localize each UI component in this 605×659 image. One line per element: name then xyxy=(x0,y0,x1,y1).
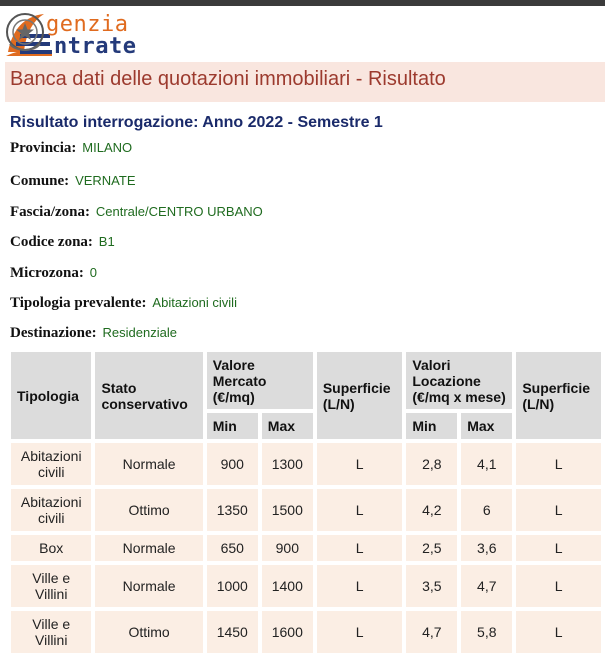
cell-tipologia: Abitazioni civili xyxy=(11,489,91,531)
field-label: Comune: xyxy=(10,173,70,189)
field-codice-zona xyxy=(10,233,115,251)
field-comune xyxy=(10,172,136,190)
cell-vl-min: 2,8 xyxy=(406,443,457,485)
cell-superficie: L xyxy=(317,611,403,653)
col-header-vm-max: Max xyxy=(262,413,313,439)
cell-superficie: L xyxy=(317,443,403,485)
cell-vm-max: 1600 xyxy=(262,611,313,653)
cell-superficie-locazione: L xyxy=(516,565,601,607)
cell-vl-min: 2,5 xyxy=(406,535,457,561)
cell-vm-min: 900 xyxy=(207,443,258,485)
cell-vm-max: 1400 xyxy=(262,565,313,607)
result-heading: Risultato interrogazione: Anno 2022 - Semestre 1 xyxy=(10,114,383,131)
cell-tipologia: Abitazioni civili xyxy=(11,443,91,485)
field-tipologia-prevalente xyxy=(10,294,237,312)
cell-stato: Ottimo xyxy=(95,611,202,653)
cell-stato: Ottimo xyxy=(95,489,202,531)
field-value: VERNATE xyxy=(75,173,136,188)
cell-superficie: L xyxy=(317,535,403,561)
logo-text-top: genzia xyxy=(46,12,129,37)
cell-vl-min: 4,7 xyxy=(406,611,457,653)
logo-text-bottom: ntrate xyxy=(54,34,137,59)
cell-vl-max: 3,6 xyxy=(461,535,512,561)
cell-vm-max: 1300 xyxy=(262,443,313,485)
field-microzona xyxy=(10,264,97,282)
cell-superficie-locazione: L xyxy=(516,489,601,531)
cell-superficie-locazione: L xyxy=(516,535,601,561)
table-row xyxy=(11,565,601,607)
cell-vm-max: 900 xyxy=(262,535,313,561)
cell-vl-max: 5,8 xyxy=(461,611,512,653)
cell-tipologia: Ville e Villini xyxy=(11,565,91,607)
cell-vl-min: 3,5 xyxy=(406,565,457,607)
field-value: 0 xyxy=(89,265,97,280)
quotazioni-table xyxy=(7,348,605,657)
field-value: Abitazioni civili xyxy=(152,295,237,310)
cell-stato: Normale xyxy=(95,535,202,561)
cell-vm-max: 1500 xyxy=(262,489,313,531)
col-header-vl-min: Min xyxy=(406,413,457,439)
cell-vm-min: 1000 xyxy=(207,565,258,607)
field-fascia xyxy=(10,203,263,221)
field-label: Tipologia prevalente: xyxy=(10,295,147,311)
field-value: MILANO xyxy=(82,140,133,155)
cell-vl-min: 4,2 xyxy=(406,489,457,531)
field-label: Microzona: xyxy=(10,265,84,281)
table-row xyxy=(11,535,601,561)
field-label: Codice zona: xyxy=(10,234,93,250)
field-label: Destinazione: xyxy=(10,325,97,341)
agenzia-entrate-logo[interactable] xyxy=(4,10,204,60)
field-destinazione xyxy=(10,324,177,342)
table-row xyxy=(11,443,601,485)
table-row xyxy=(11,489,601,531)
col-header-valori-locazione: Valori Locazione (€/mq x mese) xyxy=(406,352,512,409)
cell-vl-max: 4,7 xyxy=(461,565,512,607)
cell-superficie-locazione: L xyxy=(516,611,601,653)
cell-vm-min: 1350 xyxy=(207,489,258,531)
field-label: Fascia/zona: xyxy=(10,204,90,220)
cell-vm-min: 1450 xyxy=(207,611,258,653)
cell-vl-max: 6 xyxy=(461,489,512,531)
page-title-bar xyxy=(5,62,605,102)
field-value: Centrale/CENTRO URBANO xyxy=(95,204,263,219)
cell-tipologia: Box xyxy=(11,535,91,561)
cell-superficie-locazione: L xyxy=(516,443,601,485)
field-value: Residenziale xyxy=(102,325,177,340)
col-header-vl-max: Max xyxy=(461,413,512,439)
page-title: Banca dati delle quotazioni immobiliari - Risultato xyxy=(10,68,446,90)
cell-superficie: L xyxy=(317,565,403,607)
col-header-superficie-locazione: Superficie (L/N) xyxy=(516,352,601,439)
top-bar xyxy=(0,0,605,6)
cell-stato: Normale xyxy=(95,565,202,607)
cell-tipologia: Ville e Villini xyxy=(11,611,91,653)
col-header-vm-min: Min xyxy=(207,413,258,439)
republic-emblem-icon xyxy=(4,10,46,54)
col-header-superficie: Superficie (L/N) xyxy=(317,352,403,439)
cell-vl-max: 4,1 xyxy=(461,443,512,485)
col-header-valore-mercato: Valore Mercato (€/mq) xyxy=(207,352,313,409)
cell-stato: Normale xyxy=(95,443,202,485)
col-header-stato: Stato conservativo xyxy=(95,352,202,439)
field-value: B1 xyxy=(98,234,115,249)
field-label: Provincia: xyxy=(10,140,77,156)
table-row xyxy=(11,611,601,653)
cell-superficie: L xyxy=(317,489,403,531)
field-provincia xyxy=(10,139,132,157)
col-header-tipologia: Tipologia xyxy=(11,352,91,439)
cell-vm-min: 650 xyxy=(207,535,258,561)
